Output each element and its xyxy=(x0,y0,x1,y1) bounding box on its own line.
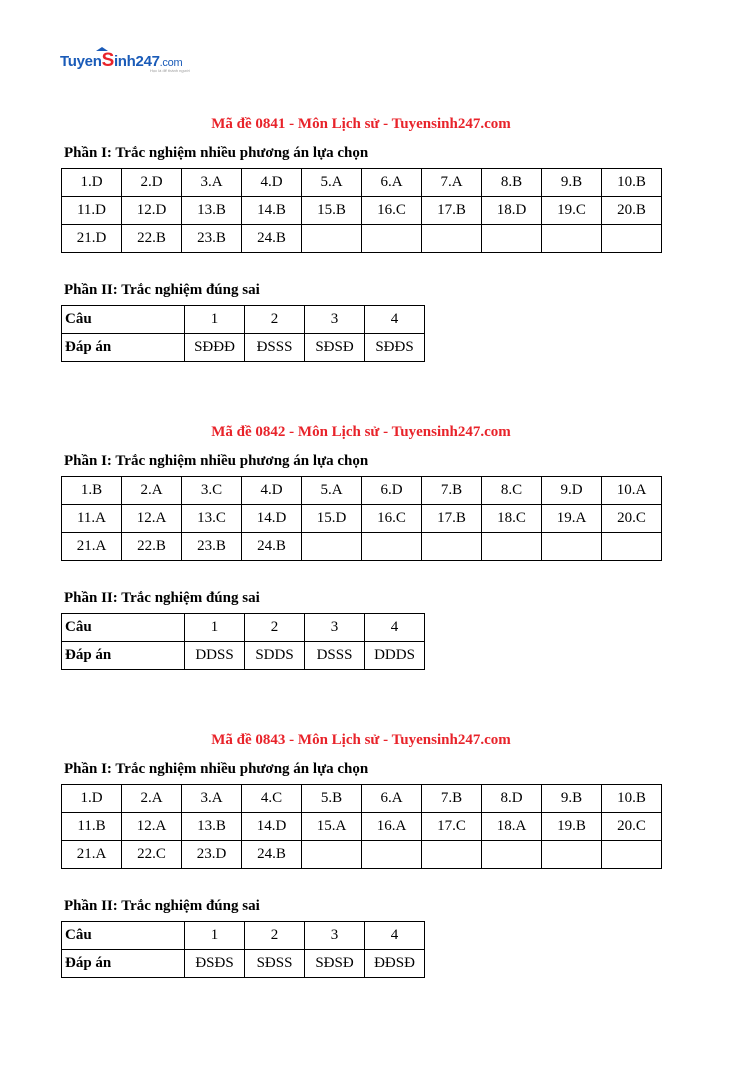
part1-title: Phần I: Trắc nghiệm nhiều phương án lựa chọn xyxy=(64,453,369,469)
true-false-answer-cell: DDSS xyxy=(185,642,245,670)
question-number-cell: 3 xyxy=(305,922,365,950)
true-false-table xyxy=(61,921,425,978)
answer-cell: 9.D xyxy=(542,477,602,505)
table-row xyxy=(62,225,662,253)
answer-cell xyxy=(482,225,542,253)
answer-cell xyxy=(302,225,362,253)
answer-cell: 14.D xyxy=(242,813,302,841)
logo-tagline: Học là để thành người xyxy=(150,68,190,73)
answer-cell: 17.B xyxy=(422,197,482,225)
answer-cell: 21.A xyxy=(62,533,122,561)
table-row xyxy=(62,306,425,334)
answer-cell: 11.A xyxy=(62,505,122,533)
answer-cell: 12.A xyxy=(122,505,182,533)
answer-cell: 7.A xyxy=(422,169,482,197)
true-false-answer-cell: SĐSS xyxy=(245,950,305,978)
true-false-answer-cell: DDDS xyxy=(365,642,425,670)
answer-cell: 4.D xyxy=(242,169,302,197)
question-number-cell: 4 xyxy=(365,922,425,950)
answer-cell xyxy=(362,225,422,253)
answer-cell: 23.B xyxy=(182,533,242,561)
true-false-answer-cell: SĐSĐ xyxy=(305,334,365,362)
answer-cell: 3.A xyxy=(182,169,242,197)
answer-cell: 17.C xyxy=(422,813,482,841)
answer-cell: 5.A xyxy=(302,169,362,197)
answer-cell xyxy=(482,841,542,869)
answer-cell: 3.C xyxy=(182,477,242,505)
part1-title: Phần I: Trắc nghiệm nhiều phương án lựa chọn xyxy=(64,145,369,161)
true-false-table xyxy=(61,305,425,362)
site-logo[interactable] xyxy=(60,44,190,72)
logo-part-2: S xyxy=(101,50,114,71)
question-number-cell: 2 xyxy=(245,614,305,642)
part2-title: Phần II: Trắc nghiệm đúng sai xyxy=(64,898,260,914)
answer-cell: 18.C xyxy=(482,505,542,533)
row-label-answer: Đáp án xyxy=(62,950,185,978)
answer-cell: 13.B xyxy=(182,197,242,225)
answer-cell xyxy=(362,533,422,561)
table-row xyxy=(62,533,662,561)
answer-cell xyxy=(542,533,602,561)
answer-cell: 14.B xyxy=(242,197,302,225)
answer-cell: 10.B xyxy=(602,169,662,197)
answer-cell: 10.A xyxy=(602,477,662,505)
answer-cell: 2.A xyxy=(122,477,182,505)
exam-code-title: Mã đề 0841 - Môn Lịch sử - Tuyensinh247.com xyxy=(211,116,511,132)
table-row xyxy=(62,477,662,505)
answer-cell: 16.C xyxy=(362,505,422,533)
row-label-question: Câu xyxy=(62,922,185,950)
answer-cell xyxy=(602,533,662,561)
answer-cell: 5.B xyxy=(302,785,362,813)
answer-cell: 18.D xyxy=(482,197,542,225)
true-false-answer-cell: SĐĐS xyxy=(365,334,425,362)
multiple-choice-table xyxy=(61,168,662,253)
answer-cell: 6.D xyxy=(362,477,422,505)
part2-title: Phần II: Trắc nghiệm đúng sai xyxy=(64,590,260,606)
table-row xyxy=(62,785,662,813)
answer-cell xyxy=(482,533,542,561)
question-number-cell: 2 xyxy=(245,922,305,950)
row-label-answer: Đáp án xyxy=(62,334,185,362)
question-number-cell: 1 xyxy=(185,922,245,950)
answer-cell: 1.D xyxy=(62,169,122,197)
multiple-choice-table xyxy=(61,784,662,869)
exam-code-title: Mã đề 0843 - Môn Lịch sử - Tuyensinh247.com xyxy=(211,732,511,748)
question-number-cell: 1 xyxy=(185,306,245,334)
answer-cell xyxy=(602,841,662,869)
answer-cell: 13.B xyxy=(182,813,242,841)
answer-cell: 21.D xyxy=(62,225,122,253)
answer-cell: 16.C xyxy=(362,197,422,225)
question-number-cell: 3 xyxy=(305,306,365,334)
answer-cell xyxy=(542,225,602,253)
answer-cell: 24.B xyxy=(242,533,302,561)
answer-cell: 1.B xyxy=(62,477,122,505)
answer-cell: 22.C xyxy=(122,841,182,869)
answer-cell: 11.D xyxy=(62,197,122,225)
answer-cell: 23.B xyxy=(182,225,242,253)
table-row xyxy=(62,841,662,869)
answer-cell: 19.C xyxy=(542,197,602,225)
true-false-answer-cell: SDDS xyxy=(245,642,305,670)
answer-cell: 10.B xyxy=(602,785,662,813)
true-false-table xyxy=(61,613,425,670)
answer-cell: 22.B xyxy=(122,225,182,253)
answer-cell xyxy=(422,225,482,253)
table-row xyxy=(62,334,425,362)
answer-cell: 8.C xyxy=(482,477,542,505)
answer-cell: 7.B xyxy=(422,785,482,813)
question-number-cell: 4 xyxy=(365,614,425,642)
answer-cell xyxy=(302,841,362,869)
question-number-cell: 3 xyxy=(305,614,365,642)
answer-cell: 16.A xyxy=(362,813,422,841)
answer-cell: 20.C xyxy=(602,813,662,841)
logo-part-1: Tuyen xyxy=(60,53,102,70)
answer-cell: 20.C xyxy=(602,505,662,533)
answer-cell xyxy=(302,533,362,561)
table-row xyxy=(62,169,662,197)
answer-cell: 12.D xyxy=(122,197,182,225)
row-label-question: Câu xyxy=(62,306,185,334)
answer-cell: 6.A xyxy=(362,169,422,197)
table-row xyxy=(62,505,662,533)
table-row xyxy=(62,950,425,978)
logo-part-3: inh247 xyxy=(113,53,160,70)
answer-cell: 8.D xyxy=(482,785,542,813)
part2-title: Phần II: Trắc nghiệm đúng sai xyxy=(64,282,260,298)
answer-cell xyxy=(542,841,602,869)
answer-cell: 6.A xyxy=(362,785,422,813)
answer-cell: 18.A xyxy=(482,813,542,841)
question-number-cell: 2 xyxy=(245,306,305,334)
answer-cell: 14.D xyxy=(242,505,302,533)
answer-cell: 24.B xyxy=(242,225,302,253)
row-label-answer: Đáp án xyxy=(62,642,185,670)
answer-cell: 2.D xyxy=(122,169,182,197)
row-label-question: Câu xyxy=(62,614,185,642)
answer-cell xyxy=(422,841,482,869)
answer-cell: 23.D xyxy=(182,841,242,869)
answer-cell: 20.B xyxy=(602,197,662,225)
answer-cell: 12.A xyxy=(122,813,182,841)
table-row xyxy=(62,197,662,225)
true-false-answer-cell: ĐSSS xyxy=(245,334,305,362)
answer-cell: 11.B xyxy=(62,813,122,841)
answer-cell: 21.A xyxy=(62,841,122,869)
answer-cell: 13.C xyxy=(182,505,242,533)
true-false-answer-cell: ĐSĐS xyxy=(185,950,245,978)
part1-title: Phần I: Trắc nghiệm nhiều phương án lựa chọn xyxy=(64,761,369,777)
table-row xyxy=(62,614,425,642)
answer-cell: 19.A xyxy=(542,505,602,533)
true-false-answer-cell: SĐSĐ xyxy=(305,950,365,978)
table-row xyxy=(62,642,425,670)
answer-cell: 8.B xyxy=(482,169,542,197)
answer-cell xyxy=(602,225,662,253)
answer-cell: 2.A xyxy=(122,785,182,813)
answer-cell: 3.A xyxy=(182,785,242,813)
answer-cell: 15.D xyxy=(302,505,362,533)
answer-cell: 22.B xyxy=(122,533,182,561)
answer-cell: 9.B xyxy=(542,169,602,197)
table-row xyxy=(62,922,425,950)
true-false-answer-cell: ĐĐSĐ xyxy=(365,950,425,978)
answer-cell: 4.C xyxy=(242,785,302,813)
question-number-cell: 4 xyxy=(365,306,425,334)
answer-cell: 7.B xyxy=(422,477,482,505)
answer-cell: 15.A xyxy=(302,813,362,841)
answer-cell: 17.B xyxy=(422,505,482,533)
question-number-cell: 1 xyxy=(185,614,245,642)
answer-cell: 15.B xyxy=(302,197,362,225)
answer-cell: 4.D xyxy=(242,477,302,505)
multiple-choice-table xyxy=(61,476,662,561)
answer-cell: 9.B xyxy=(542,785,602,813)
true-false-answer-cell: SĐĐĐ xyxy=(185,334,245,362)
answer-cell: 5.A xyxy=(302,477,362,505)
exam-code-title: Mã đề 0842 - Môn Lịch sử - Tuyensinh247.com xyxy=(211,424,511,440)
true-false-answer-cell: DSSS xyxy=(305,642,365,670)
answer-cell: 1.D xyxy=(62,785,122,813)
answer-cell xyxy=(362,841,422,869)
answer-cell: 24.B xyxy=(242,841,302,869)
answer-cell xyxy=(422,533,482,561)
answer-cell: 19.B xyxy=(542,813,602,841)
logo-part-4: .com xyxy=(159,57,183,69)
table-row xyxy=(62,813,662,841)
